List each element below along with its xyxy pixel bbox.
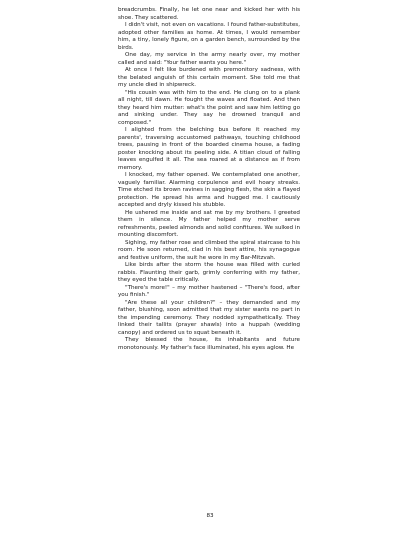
- paragraph: I didn't visit, not even on vacations. I found father-substitutes, adopted other families as home. At times, I would remember him, a tiny, lonely figure, on a garden bench, surrounded by the birds.: [118, 22, 300, 51]
- paragraph: "There's more!" – my mother hastened – "There's food, after you finish.": [118, 284, 300, 298]
- paragraph: One day, my service in the army nearly over, my mother called and said: "Your father wants you here.": [118, 52, 300, 66]
- paragraph: "Are these all your children?" – they demanded and my father, blushing, soon admitted that my sister wants no part in the impending ceremony. They nodded sympathetically. They linked their tallits (prayer shawls) into a huppah (wedding canopy) and ordered us to squat beneath it.: [118, 299, 300, 336]
- paragraph: He ushered me inside and sat me by my brothers. I greeted them in silence. My father helped my mother serve refreshments, peeled almonds and solid confitures. We sulked in mounting discomfort.: [118, 209, 300, 238]
- paragraph: "His cousin was with him to the end. He clung on to a plank all night, till dawn. He fought the waves and floated. And then they heard him mutter: what's the point and saw him letting go and sinking under. They say he drowned tranquil and composed.": [118, 89, 300, 126]
- paragraph: I knocked, my father opened. We contemplated one another, vaguely familiar. Alarming corpulence and evil hoary streaks. Time etched its brown ravines in sagging flesh, the skin a flayed protection. He spread his arms and hugged me. I cautiously accepted and dryly kissed his stubble.: [118, 172, 300, 208]
- paragraph: At once I felt like burdened with premonitory sadness, with the belated anguish of this certain moment. She told me that my uncle died in shipwreck.: [118, 67, 300, 88]
- paragraph: They blessed the house, its inhabitants and future monotonously. My father's face illuminated, his eyes aglow. He: [118, 337, 300, 351]
- page-number: 83: [206, 513, 214, 519]
- paragraph: Sighing, my father rose and climbed the spiral staircase to his room. He soon returned, clad in his best attire, his synagogue and festive uniform, the suit he wore in my Bar-Mitzvah.: [118, 239, 300, 261]
- paragraph: breadcrumbs. Finally, he let one near and kicked her with his shoe. They scattered.: [118, 7, 300, 21]
- paragraph: I alighted from the belching bus before it reached my parents', traversing accustomed pathways, touching childhood trees, pausing in front of the boarded cinema house, a fading poster knocking about its peeling side. A titian cloud of falling leaves engulfed it all. The sea roared at a distance as if from memory.: [118, 127, 300, 171]
- body-text: [118, 7, 300, 352]
- paragraph: Like birds after the storm the house was filled with curled rabbis. Flaunting their garb, grimly conferring with my father, they eyed the table critically.: [118, 262, 300, 283]
